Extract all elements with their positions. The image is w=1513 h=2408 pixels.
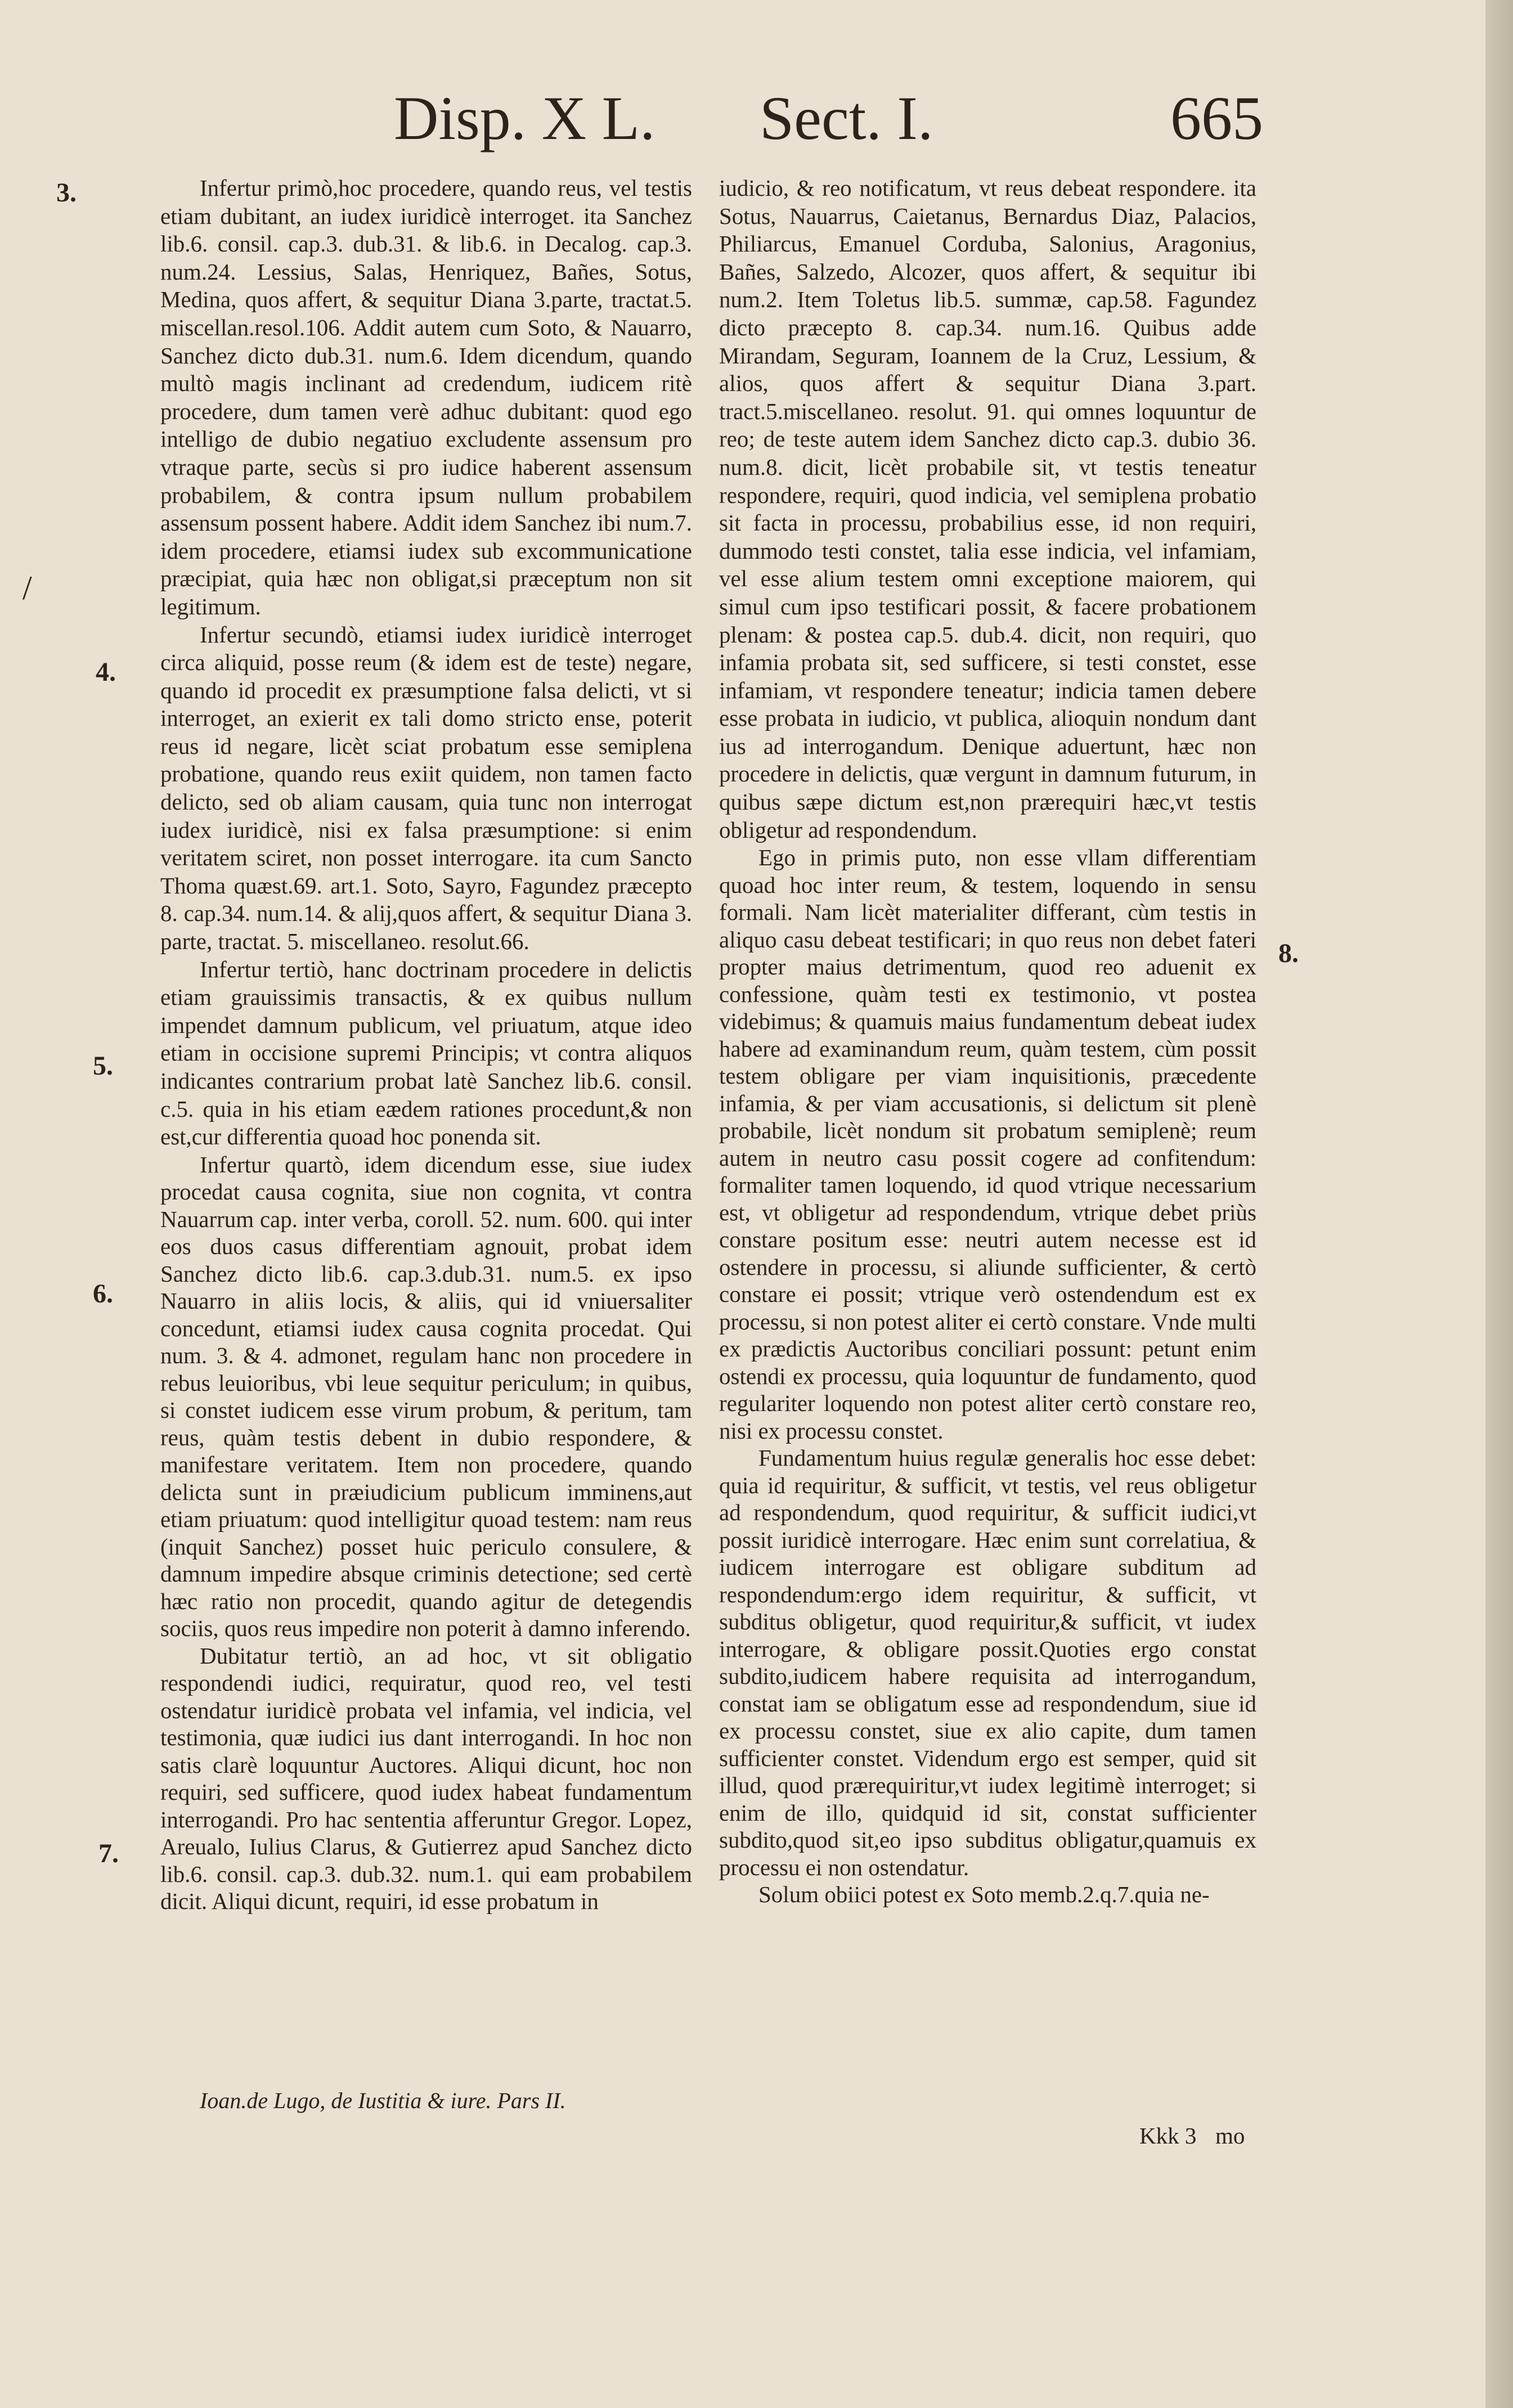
margin-number-3: 3.: [56, 178, 77, 208]
left-column: [160, 174, 692, 1915]
footer-title: Ioan.de Lugo, de Iustitia & iure. Pars II.: [200, 2088, 566, 2113]
catchword: mo: [1215, 2123, 1245, 2149]
paragraph-4: Infertur secundò, etiamsi iudex iuridicè interroget circa aliquid, posse reum (& idem est de teste) negare, quando id procedit ex præsumptione falsa delicti, vt si interroget, an exierit ex tali domo stricto ense, poterit reus id negare, licèt sciat probatum esse semiplena probatione, quando reus exiit quidem, non tamen facto delicto, sed ob aliam causam, quia tunc non interrogat iudex iuridicè, nisi ex falsa præsumptione: si enim veritatem sciret, non posset interrogare. ita cum Sancto Thoma quæst.69. art.1. Soto, Sayro, Fagundez præcepto 8. cap.34. num.14. & alij,quos affert, & sequitur Diana 3. parte, tractat. 5. miscellaneo. resolut.66.: [160, 621, 692, 955]
paragraph-5: Infertur tertiò, hanc doctrinam procedere in delictis etiam grauissimis transactis, & ex quibus nullum impendet damnum publicum, vel priuatum, atque ideo etiam in occisione supremi Principis; vt contra aliquos indicantes contrarium probat latè Sanchez lib.6. consil. c.5. quia in his etiam eædem rationes procedunt,& non est,cur differentia quoad hoc ponenda sit.: [160, 956, 692, 1150]
paragraph-solum: Solum obiici potest ex Soto memb.2.q.7.quia ne-: [758, 1881, 1210, 1908]
margin-number-6: 6.: [93, 1279, 113, 1309]
paragraph-7: Dubitatur tertiò, an ad hoc, vt sit obligatio respondendi iudici, requiratur, quod reo, vel testi ostendatur iuridicè probata vel infamia, vel indicia, vel testimonia, quæ iudici ius dant interrogandi. In hoc non satis clarè loquuntur Auctores. Aliqui dicunt, hoc non requiri, sed sufficere, quod iudex habeat fundamentum interrogandi. Pro hac sententia afferuntur Gregor. Lopez, Areualo, Iulius Clarus, & Gutierrez apud Sanchez dicto lib.6. consil. cap.3. dub.32. num.1. qui eam probabilem dicit. Aliqui dicunt, requiri, id esse probatum in: [160, 1642, 692, 1915]
disputation-heading: Disp. X L.: [394, 84, 656, 152]
signature-mark: Kkk 3: [1139, 2123, 1197, 2149]
margin-mark: /: [23, 569, 32, 607]
paragraph-7-continued: iudicio, & reo notificatum, vt reus debeat respondere. ita Sotus, Nauarrus, Caietanus, Bernardus Diaz, Palacios, Philiarcus, Emanuel Corduba, Salonius, Aragonius, Bañes, Salzedo, Alcozer, quos affert, & sequitur ibi num.2. Item Toletus lib.5. summæ, cap.58. Fagundez dicto præcepto 8. cap.34. num.16. Quibus adde Mirandam, Seguram, Ioannem de la Cruz, Lessium, & alios, quos affert & sequitur Diana 3.part. tract.5.miscellaneo. resolut. 91. qui omnes loquuntur de reo; de teste autem idem Sanchez dicto cap.3. dubio 36. num.8. dicit, licèt probabile sit, vt testis teneatur respondere, requiri, quod indicia, vel semiplena probatio sit facta in processu, probabilius esse, id non requiri, dummodo testi constet, talia esse indicia, vel infamiam, vel esse alium testem omni exceptione maiorem, qui simul cum ipso testificari possit, & facere probationem plenam: & postea cap.5. dub.4. dicit, non requiri, quo infamia probata sit, sed sufficere, si testi constet, esse infamiam, vt respondere teneatur; indicia tamen debere esse probata in iudicio, vt publica, alioquin nondum dant ius ad interrogandum. Denique aduertunt, hæc non procedere in delictis, quæ vergunt in damnum futurum, in quibus sæpe dictum est,non prærequiri hæc,vt testis obligetur ad respondendum.: [719, 175, 1256, 843]
page-number: 665: [1170, 84, 1263, 152]
margin-number-5: 5.: [93, 1051, 113, 1081]
paragraph-8: Ego in primis puto, non esse vllam differentiam quoad hoc inter reum, & testem, loquendo in sensu formali. Nam licèt materialiter differant, cùm testis in aliquo casu debeat testificari; in quo reus non debet fateri propter maius detrimentum, quod reo aduenit ex confessione, quàm testi ex testimonio, vt postea videbimus; & quamuis maius fundamentum debeat iudex habere ad examinandum reum, quàm testem, cùm possit testem obligare per viam inquisitionis, præcedente infamia, & per viam accusationis, si delictum sit plenè probabile, licèt nondum sit probatum semiplenè; reum autem in neutro casu possit cogere ad confitendum: formaliter tamen loquendo, id quod vtrique necessarium est, vt obligetur ad respondendum, vtrique debet priùs constare positum esse: neutri autem necesse est id ostendere in processu, si aliunde sufficienter, & certò constare ei possit; vtrique verò ostendendum est ex processu, si non potest aliter ei certò constare. Vnde multi ex prædictis Auctoribus conciliari possunt: petunt enim ostendi ex processu, quia loquuntur de fundamento, quod regulariter loquendo non potest aliter certò constare reo, nisi ex processu constet.: [719, 844, 1256, 1444]
margin-number-8: 8.: [1278, 938, 1299, 968]
margin-number-4: 4.: [96, 657, 116, 687]
paragraph-3: Infertur primò,hoc procedere, quando reus, vel testis etiam dubitant, an iudex iuridicè interroget. ita Sanchez lib.6. consil. cap.3. dub.31. & lib.6. in Decalog. cap.3. num.24. Lessius, Salas, Henriquez, Bañes, Sotus, Medina, quos affert, & sequitur Diana 3.parte, tractat.5. miscellan.resol.106. Addit autem cum Soto, & Nauarro, Sanchez dicto dub.31. num.6. Idem dicendum, quando multò magis inclinant ad credendum, iudicem ritè procedere, dum tamen verè adhuc dubitant: quod ego intelligo de dubio negatiuo excludente assensum pro vtraque parte, secùs si pro iudice haberent assensum probabilem, & contra ipsum nullum probabilem assensum possent habere. Addit idem Sanchez ibi num.7. idem procedere, etiamsi iudex sub excommunicatione præcipiat, quia hæc non obligat,si præceptum non sit legitimum.: [160, 175, 692, 619]
paragraph-fundamentum: Fundamentum huius regulæ generalis hoc esse debet: quia id requiritur, & sufficit, vt testis, vel reus obligetur ad respondendum, quod requiritur, & sufficit iudici,vt possit iuridicè interrogare. Hæc enim sunt correlatiua, & iudicem interrogare est obligare subditum ad respondendum:ergo idem requiritur, & sufficit, vt subditus obligetur, quod requiritur,& sufficit, vt iudex interrogare, & obligare possit.Quoties ergo constat subdito,iudicem habere requisita ad interrogandum, constat iam se obligatum esse ad respondendum, siue id ex processu constet, siue ex alio capite, dum tamen sufficienter constet. Videndum ergo est semper, quid sit illud, quod prærequiritur,vt iudex legitimè interroget; si enim de illo, quidquid id sit, constat sufficienter subdito,quod sit,eo ipso subditus obligatur,quamuis ex processu ei non ostendatur.: [719, 1445, 1256, 1880]
running-head: [0, 84, 1485, 169]
section-heading: Sect. I.: [760, 84, 933, 152]
right-column: [719, 174, 1256, 1909]
paragraph-6: Infertur quartò, idem dicendum esse, siue iudex procedat causa cognita, siue non cognita, vt contra Nauarrum cap. inter verba, coroll. 52. num. 600. qui inter eos duos casus differentiam agnouit, probat idem Sanchez dicto lib.6. cap.3.dub.31. num.5. ex ipso Nauarro in aliis locis, & aliis, qui id vniuersaliter concedunt, etiamsi iudex causa cognita procedat. Qui num. 3. & 4. admonet, regulam hanc non procedere in rebus leuioribus, vbi leue sequitur periculum; in quibus, si constet iudicem esse virum probum, & peritum, tam reus, quàm testis debent in dubio respondere, & manifestare veritatem. Item non procedere, quando delicta sunt in præiudicium publicum imminens,aut etiam priuatum: quod intelligitur quoad testem: nam reus (inquit Sanchez) posset huic periculo consulere, & damnum impedire absque criminis detectione; sed certè hæc ratio non procedit, quando agitur de detegendis sociis, quos reus impedire non poterit à damno inferendo.: [160, 1151, 692, 1642]
page-edge: [1485, 0, 1513, 2408]
margin-number-7: 7.: [98, 1839, 119, 1868]
